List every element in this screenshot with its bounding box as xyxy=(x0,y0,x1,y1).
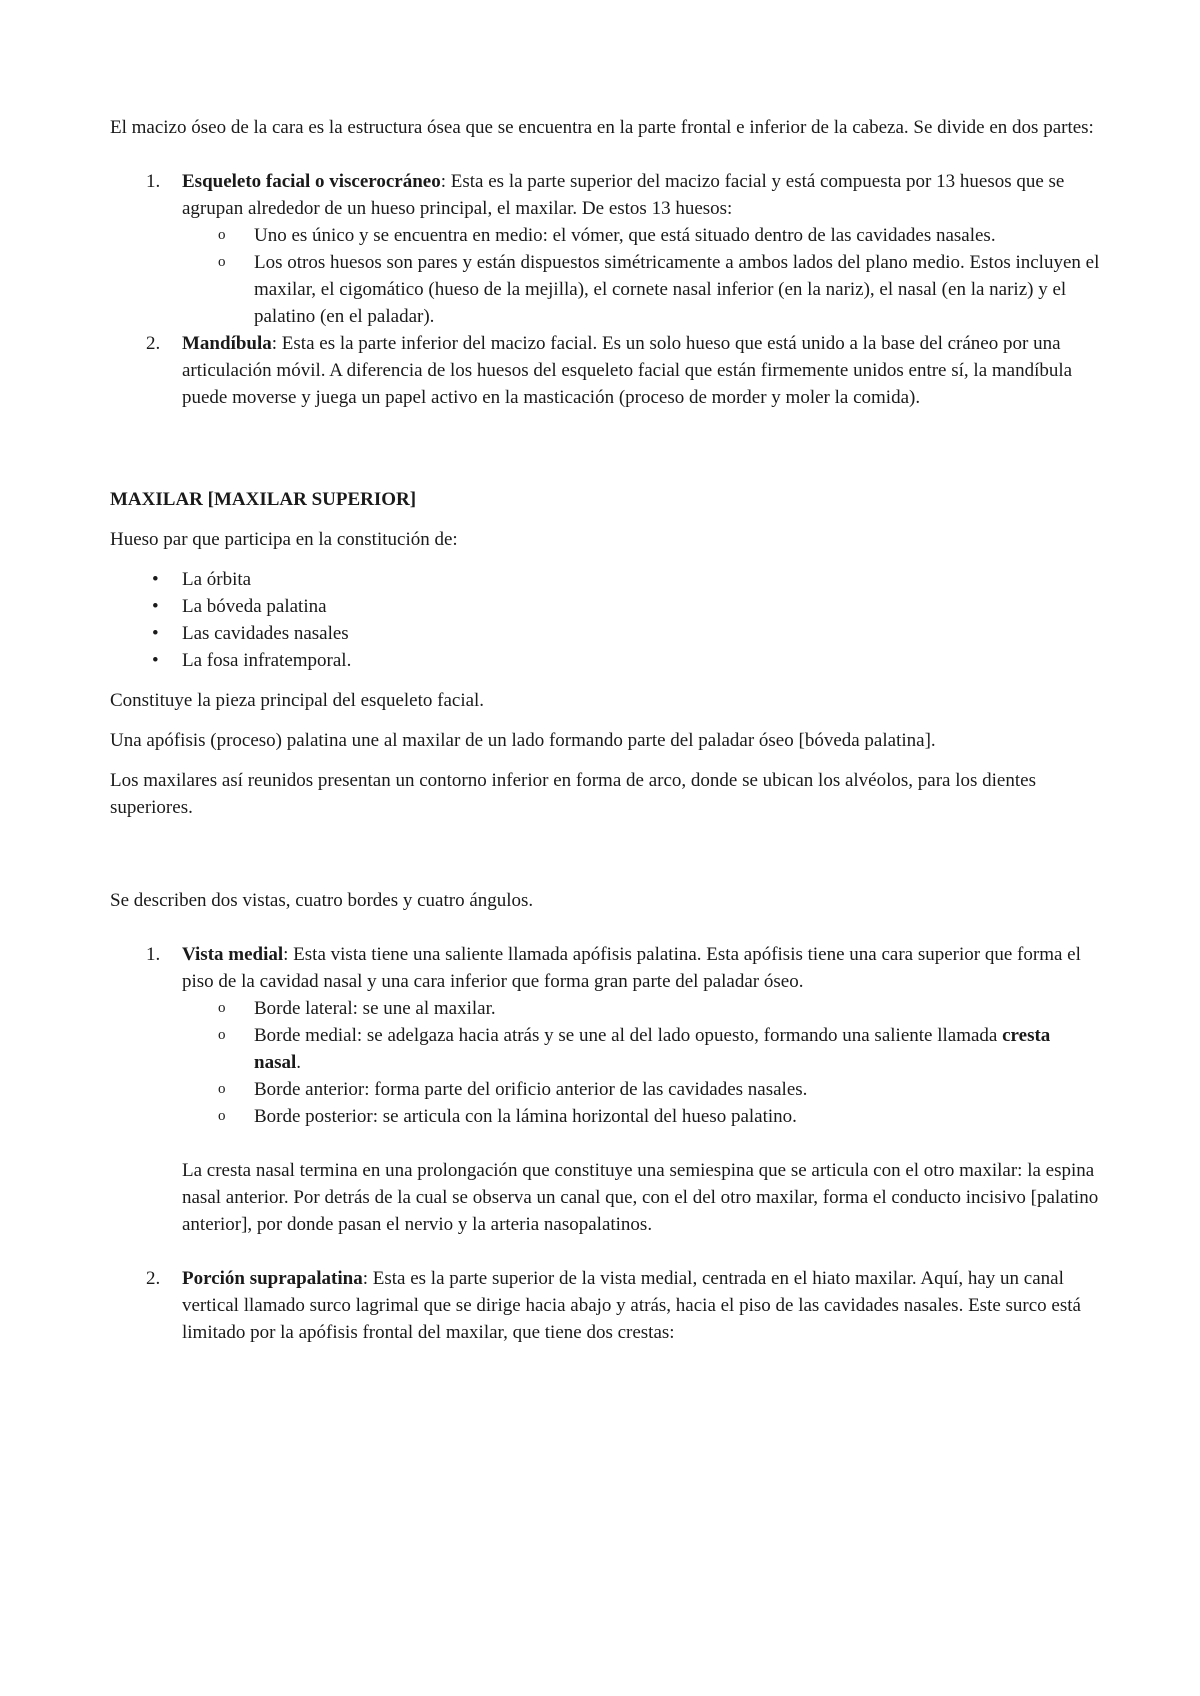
intro-numbered-list xyxy=(110,168,1100,411)
sub-bullet-marker: o xyxy=(218,1108,226,1124)
paragraph: Los maxilares así reunidos presentan un contorno inferior en forma de arco, donde se ubican los alvéolos, para los dientes superiores. xyxy=(110,770,1036,818)
item-paragraph: La cresta nasal termina en una prolongación que constituye una semiespina que se articula con el otro maxilar: la espina nasal anterior. Por detrás de la cual se observa un canal que, con el del otro maxilar, forma el conducto incisivo [palatino anterior], por donde pasan el nervio y la arteria nasopalatinos. xyxy=(182,1160,1099,1235)
intro-paragraph: El macizo óseo de la cara es la estructura ósea que se encuentra en la parte frontal e inferior de la cabeza. Se divide en dos partes: xyxy=(110,117,1094,138)
bullet-marker: • xyxy=(152,650,159,671)
list-item xyxy=(110,941,1100,1238)
sub-bullet-marker: o xyxy=(218,254,226,270)
bullet-item xyxy=(110,593,1100,620)
sub-list-item xyxy=(110,1076,1100,1103)
sub-bullet-marker: o xyxy=(218,227,226,243)
term-porcion-suprapalatina: Porción suprapalatina xyxy=(182,1268,363,1289)
sub-bullet-marker: o xyxy=(218,1000,226,1016)
sub-item-text: Borde posterior: se articula con la lámina horizontal del hueso palatino. xyxy=(254,1106,797,1127)
term-vista-medial: Vista medial xyxy=(182,944,284,965)
sub-list-item xyxy=(110,1103,1100,1130)
term-cresta-nasal: cresta nasal xyxy=(254,1025,1051,1073)
list-number: 2. xyxy=(146,1268,161,1289)
document-page xyxy=(110,114,1100,1346)
item-text: : Esta es la parte inferior del macizo facial. Es un solo hueso que está unido a la base del cráneo por una articulación móvil. A diferencia de los huesos del esqueleto facial que están firmemente unidos entre sí, la mandíbula puede moverse y juega un papel activo en la masticación (proceso de morder y moler la comida). xyxy=(182,333,1073,408)
item-text: : Esta es la parte superior de la vista medial, centrada en el hiato maxilar. Aquí, hay un canal vertical llamado surco lagrimal que se dirige hacia abajo y atrás, hacia el piso de las cavidades nasales. Este surco está limitado por la apófisis frontal del maxilar, que tiene dos crestas: xyxy=(182,1268,1081,1343)
bullet-text: Las cavidades nasales xyxy=(182,623,349,644)
paragraph: Constituye la pieza principal del esqueleto facial. xyxy=(110,690,485,711)
term-mandibula: Mandíbula xyxy=(182,333,272,354)
term-esqueleto-facial: Esqueleto facial o viscerocráneo xyxy=(182,171,441,192)
sub-list xyxy=(182,995,1100,1130)
bullet-text: La órbita xyxy=(182,569,252,590)
sub-item-text: Borde lateral: se une al maxilar. xyxy=(254,998,496,1019)
list-number: 1. xyxy=(146,171,161,192)
paragraph: Hueso par que participa en la constitución de: xyxy=(110,529,458,550)
bullet-item xyxy=(110,566,1100,593)
sub-item-text: Borde anterior: forma parte del orificio anterior de las cavidades nasales. xyxy=(254,1079,808,1100)
bullet-marker: • xyxy=(152,569,159,590)
sub-bullet-marker: o xyxy=(218,1081,226,1097)
sub-list-item xyxy=(110,995,1100,1022)
item-text: : Esta vista tiene una saliente llamada apófisis palatina. Esta apófisis tiene una cara superior que forma el piso de la cavidad nasal y una cara inferior que forma gran parte del paladar óseo. xyxy=(182,944,1081,992)
list-number: 2. xyxy=(146,333,161,354)
bullet-item xyxy=(110,647,1100,674)
paragraph: Una apófisis (proceso) palatina une al maxilar de un lado formando parte del paladar óseo [bóveda palatina]. xyxy=(110,730,936,751)
list-item xyxy=(110,1265,1100,1346)
sub-bullet-marker: o xyxy=(218,1027,226,1043)
bullet-text: La fosa infratemporal. xyxy=(182,650,352,671)
bullet-list xyxy=(110,566,1100,674)
sub-list-item xyxy=(110,249,1100,330)
sub-list-item xyxy=(110,222,1100,249)
sub-list xyxy=(182,222,1100,330)
bullet-marker: • xyxy=(152,623,159,644)
section-heading: MAXILAR [MAXILAR SUPERIOR] xyxy=(110,489,417,510)
sub-item-text: Uno es único y se encuentra en medio: el vómer, que está situado dentro de las cavidades nasales. xyxy=(254,225,996,246)
bullet-text: La bóveda palatina xyxy=(182,596,327,617)
sub-item-text: Borde medial: se adelgaza hacia atrás y se une al del lado opuesto, formando una saliente llamada xyxy=(254,1025,1003,1046)
list-item xyxy=(110,168,1100,330)
bullet-item xyxy=(110,620,1100,647)
vistas-numbered-list xyxy=(110,941,1100,1346)
bullet-marker: • xyxy=(152,596,159,617)
sub-item-text: Los otros huesos son pares y están dispuestos simétricamente a ambos lados del plano medio. Estos incluyen el maxilar, el cigomático (hueso de la mejilla), el cornete nasal inferior (en la nariz), el nasal (en la nariz) y el palatino (en el paladar). xyxy=(254,252,1100,327)
list-item xyxy=(110,330,1100,411)
list-number: 1. xyxy=(146,944,161,965)
paragraph: Se describen dos vistas, cuatro bordes y cuatro ángulos. xyxy=(110,890,534,911)
sub-item-text-end: . xyxy=(296,1052,301,1073)
item-text: : Esta es la parte superior del macizo facial y está compuesta por 13 huesos que se agrupan alrededor de un hueso principal, el maxilar. De estos 13 huesos: xyxy=(182,171,1065,219)
sub-list-item xyxy=(110,1022,1100,1076)
